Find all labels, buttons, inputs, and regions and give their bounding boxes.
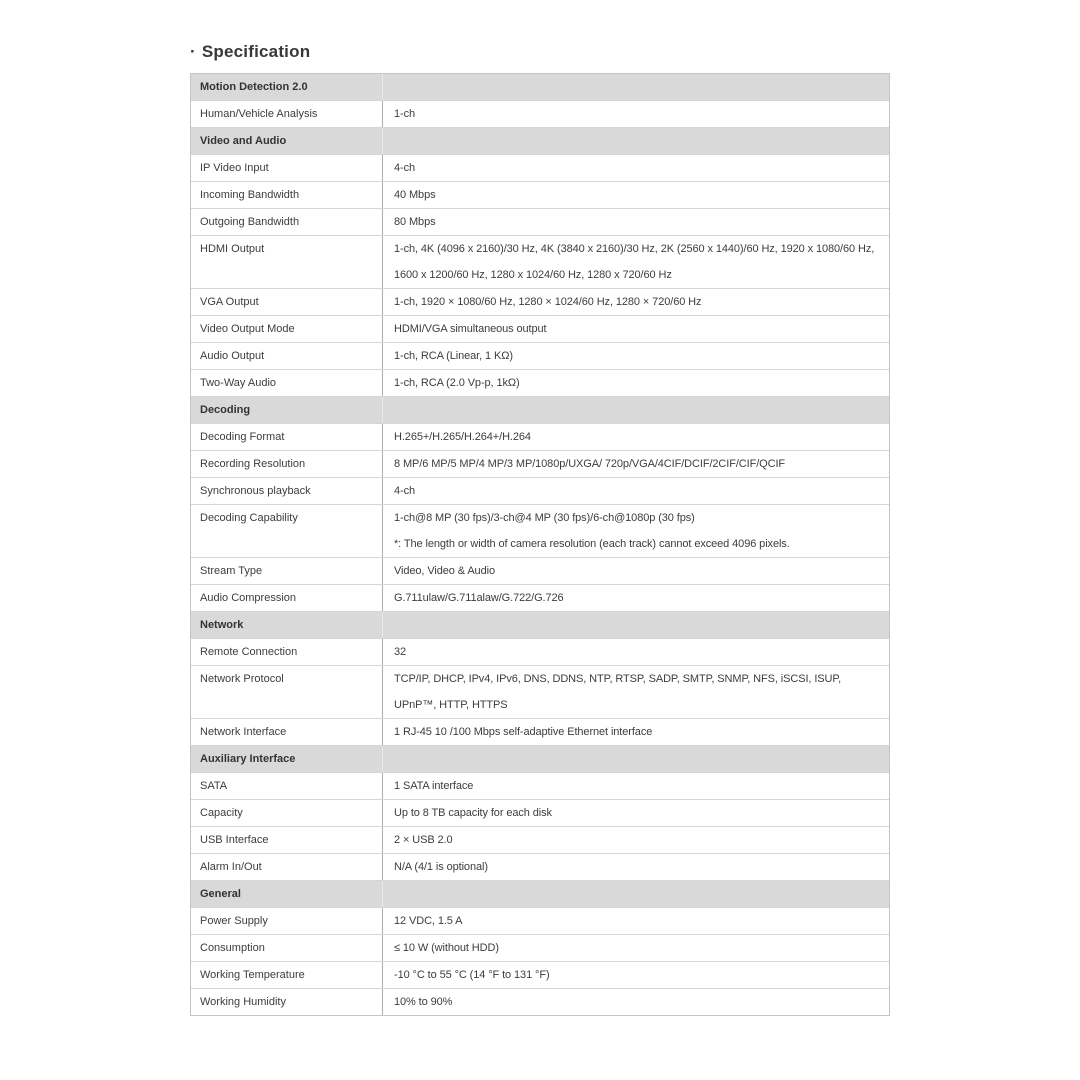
- spec-label-cell: Network Interface: [191, 719, 383, 745]
- spec-row: [191, 236, 889, 289]
- spec-value-cell: [383, 370, 889, 396]
- spec-value-line: H.265+/H.265/H.264+/H.264: [394, 431, 531, 443]
- spec-row: [191, 908, 889, 935]
- spec-value-line: 32: [394, 646, 407, 658]
- spec-label-cell: IP Video Input: [191, 155, 383, 181]
- spec-value-cell: [383, 478, 889, 504]
- spec-value-line: -10 °C to 55 °C (14 °F to 131 °F): [394, 969, 550, 981]
- spec-row: [191, 989, 889, 1015]
- spec-value-cell: [383, 451, 889, 477]
- section-header-filler: [383, 612, 889, 638]
- section-header-row: [191, 612, 889, 639]
- spec-label-cell: Network Protocol: [191, 666, 383, 718]
- spec-value-line: 2 × USB 2.0: [394, 834, 453, 846]
- spec-label-cell: Capacity: [191, 800, 383, 826]
- section-header-label: Video and Audio: [191, 128, 383, 154]
- spec-label-cell: Remote Connection: [191, 639, 383, 665]
- spec-row: [191, 451, 889, 478]
- spec-value-line: 4-ch: [394, 162, 415, 174]
- spec-value-cell: [383, 962, 889, 988]
- spec-row: [191, 478, 889, 505]
- spec-value-line: 8 MP/6 MP/5 MP/4 MP/3 MP/1080p/UXGA/ 720p/VGA/4CIF/DCIF/2CIF/CIF/QCIF: [394, 458, 786, 470]
- section-header-filler: [383, 881, 889, 907]
- spec-row: [191, 155, 889, 182]
- spec-label-cell: SATA: [191, 773, 383, 799]
- spec-value-cell: [383, 827, 889, 853]
- spec-value-cell: [383, 101, 889, 127]
- section-header-filler: [383, 746, 889, 772]
- spec-value-line: HDMI/VGA simultaneous output: [394, 323, 547, 335]
- spec-value-cell: [383, 182, 889, 208]
- spec-label-cell: Human/Vehicle Analysis: [191, 101, 383, 127]
- spec-value-cell: [383, 424, 889, 450]
- spec-row: [191, 316, 889, 343]
- spec-label-cell: VGA Output: [191, 289, 383, 315]
- section-header-row: [191, 746, 889, 773]
- spec-row: [191, 505, 889, 558]
- spec-value-cell: [383, 800, 889, 826]
- spec-label-cell: Decoding Capability: [191, 505, 383, 557]
- spec-row: [191, 585, 889, 612]
- spec-label-cell: Outgoing Bandwidth: [191, 209, 383, 235]
- spec-value-cell: [383, 343, 889, 369]
- spec-label-cell: Incoming Bandwidth: [191, 182, 383, 208]
- page-title-text: Specification: [201, 42, 311, 61]
- spec-value-line: 40 Mbps: [394, 189, 436, 201]
- spec-value-line: *: The length or width of camera resolution (each track) cannot exceed 4096 pixels.: [394, 538, 790, 550]
- spec-row: [191, 962, 889, 989]
- spec-value-line: 1-ch: [394, 108, 415, 120]
- spec-label-cell: Consumption: [191, 935, 383, 961]
- spec-value-cell: [383, 854, 889, 880]
- section-header-filler: [383, 74, 889, 100]
- spec-value-cell: [383, 639, 889, 665]
- spec-row: [191, 182, 889, 209]
- spec-label-cell: Audio Output: [191, 343, 383, 369]
- spec-value-line: 10% to 90%: [394, 996, 453, 1008]
- spec-row: [191, 827, 889, 854]
- spec-label-cell: Power Supply: [191, 908, 383, 934]
- section-header-filler: [383, 397, 889, 423]
- spec-value-line: N/A (4/1 is optional): [394, 861, 488, 873]
- spec-value-cell: [383, 505, 889, 557]
- section-header-filler: [383, 128, 889, 154]
- section-header-label: General: [191, 881, 383, 907]
- spec-value-line: 1 RJ-45 10 /100 Mbps self-adaptive Ethernet interface: [394, 726, 653, 738]
- spec-row: [191, 343, 889, 370]
- spec-value-line: 1-ch@8 MP (30 fps)/3-ch@4 MP (30 fps)/6-ch@1080p (30 fps): [394, 512, 695, 524]
- spec-row: [191, 289, 889, 316]
- section-header-row: [191, 128, 889, 155]
- spec-value-line: 1 SATA interface: [394, 780, 474, 792]
- spec-value-line: 4-ch: [394, 485, 415, 497]
- section-header-row: [191, 74, 889, 101]
- spec-value-line: Up to 8 TB capacity for each disk: [394, 807, 552, 819]
- spec-row: [191, 558, 889, 585]
- spec-value-cell: [383, 585, 889, 611]
- spec-row: [191, 935, 889, 962]
- spec-label-cell: Synchronous playback: [191, 478, 383, 504]
- spec-label-cell: Two-Way Audio: [191, 370, 383, 396]
- spec-value-line: G.711ulaw/G.711alaw/G.722/G.726: [394, 592, 564, 604]
- specification-table: [190, 73, 890, 1016]
- spec-value-cell: [383, 773, 889, 799]
- spec-row: [191, 773, 889, 800]
- section-header-label: Network: [191, 612, 383, 638]
- spec-value-cell: [383, 316, 889, 342]
- spec-value-cell: [383, 719, 889, 745]
- spec-row: [191, 800, 889, 827]
- spec-value-line: Video, Video & Audio: [394, 565, 495, 577]
- spec-value-line: 1-ch, RCA (Linear, 1 KΩ): [394, 350, 513, 362]
- spec-label-cell: Video Output Mode: [191, 316, 383, 342]
- spec-label-cell: Recording Resolution: [191, 451, 383, 477]
- spec-label-cell: Working Temperature: [191, 962, 383, 988]
- spec-row: [191, 719, 889, 746]
- spec-row: [191, 101, 889, 128]
- section-header-row: [191, 881, 889, 908]
- spec-label-cell: Decoding Format: [191, 424, 383, 450]
- spec-row: [191, 209, 889, 236]
- spec-value-line: 12 VDC, 1.5 A: [394, 915, 463, 927]
- spec-value-line: 80 Mbps: [394, 216, 436, 228]
- spec-value-cell: [383, 209, 889, 235]
- spec-value-cell: [383, 989, 889, 1015]
- spec-value-cell: [383, 558, 889, 584]
- spec-value-line: TCP/IP, DHCP, IPv4, IPv6, DNS, DDNS, NTP, RTSP, SADP, SMTP, SNMP, NFS, iSCSI, ISUP, UPnP™, HTTP, HTTPS: [394, 673, 842, 711]
- bullet-icon: ·: [190, 42, 196, 61]
- section-header-label: Auxiliary Interface: [191, 746, 383, 772]
- spec-value-cell: [383, 289, 889, 315]
- spec-value-line: 1-ch, 1920 × 1080/60 Hz, 1280 × 1024/60 Hz, 1280 × 720/60 Hz: [394, 296, 702, 308]
- spec-row: [191, 854, 889, 881]
- spec-label-cell: Stream Type: [191, 558, 383, 584]
- spec-label-cell: Working Humidity: [191, 989, 383, 1015]
- spec-value-line: 1-ch, 4K (4096 x 2160)/30 Hz, 4K (3840 x 2160)/30 Hz, 2K (2560 x 1440)/60 Hz, 1920 x 1080/60 Hz, 1600 x 1200/60 Hz, 1280 x 1024/60 Hz, 1280 x 720/60 Hz: [394, 243, 875, 281]
- section-header-row: [191, 397, 889, 424]
- spec-value-cell: [383, 935, 889, 961]
- spec-value-line: 1-ch, RCA (2.0 Vp-p, 1kΩ): [394, 377, 520, 389]
- section-header-label: Decoding: [191, 397, 383, 423]
- spec-value-cell: [383, 236, 889, 288]
- spec-label-cell: Alarm In/Out: [191, 854, 383, 880]
- spec-value-cell: [383, 908, 889, 934]
- spec-row: [191, 424, 889, 451]
- section-header-label: Motion Detection 2.0: [191, 74, 383, 100]
- spec-label-cell: HDMI Output: [191, 236, 383, 288]
- spec-value-line: ≤ 10 W (without HDD): [394, 942, 499, 954]
- spec-row: [191, 639, 889, 666]
- spec-content: [190, 42, 890, 1016]
- page-title: [190, 42, 890, 62]
- spec-row: [191, 370, 889, 397]
- spec-value-cell: [383, 666, 889, 718]
- spec-label-cell: Audio Compression: [191, 585, 383, 611]
- spec-value-cell: [383, 155, 889, 181]
- spec-label-cell: USB Interface: [191, 827, 383, 853]
- spec-row: [191, 666, 889, 719]
